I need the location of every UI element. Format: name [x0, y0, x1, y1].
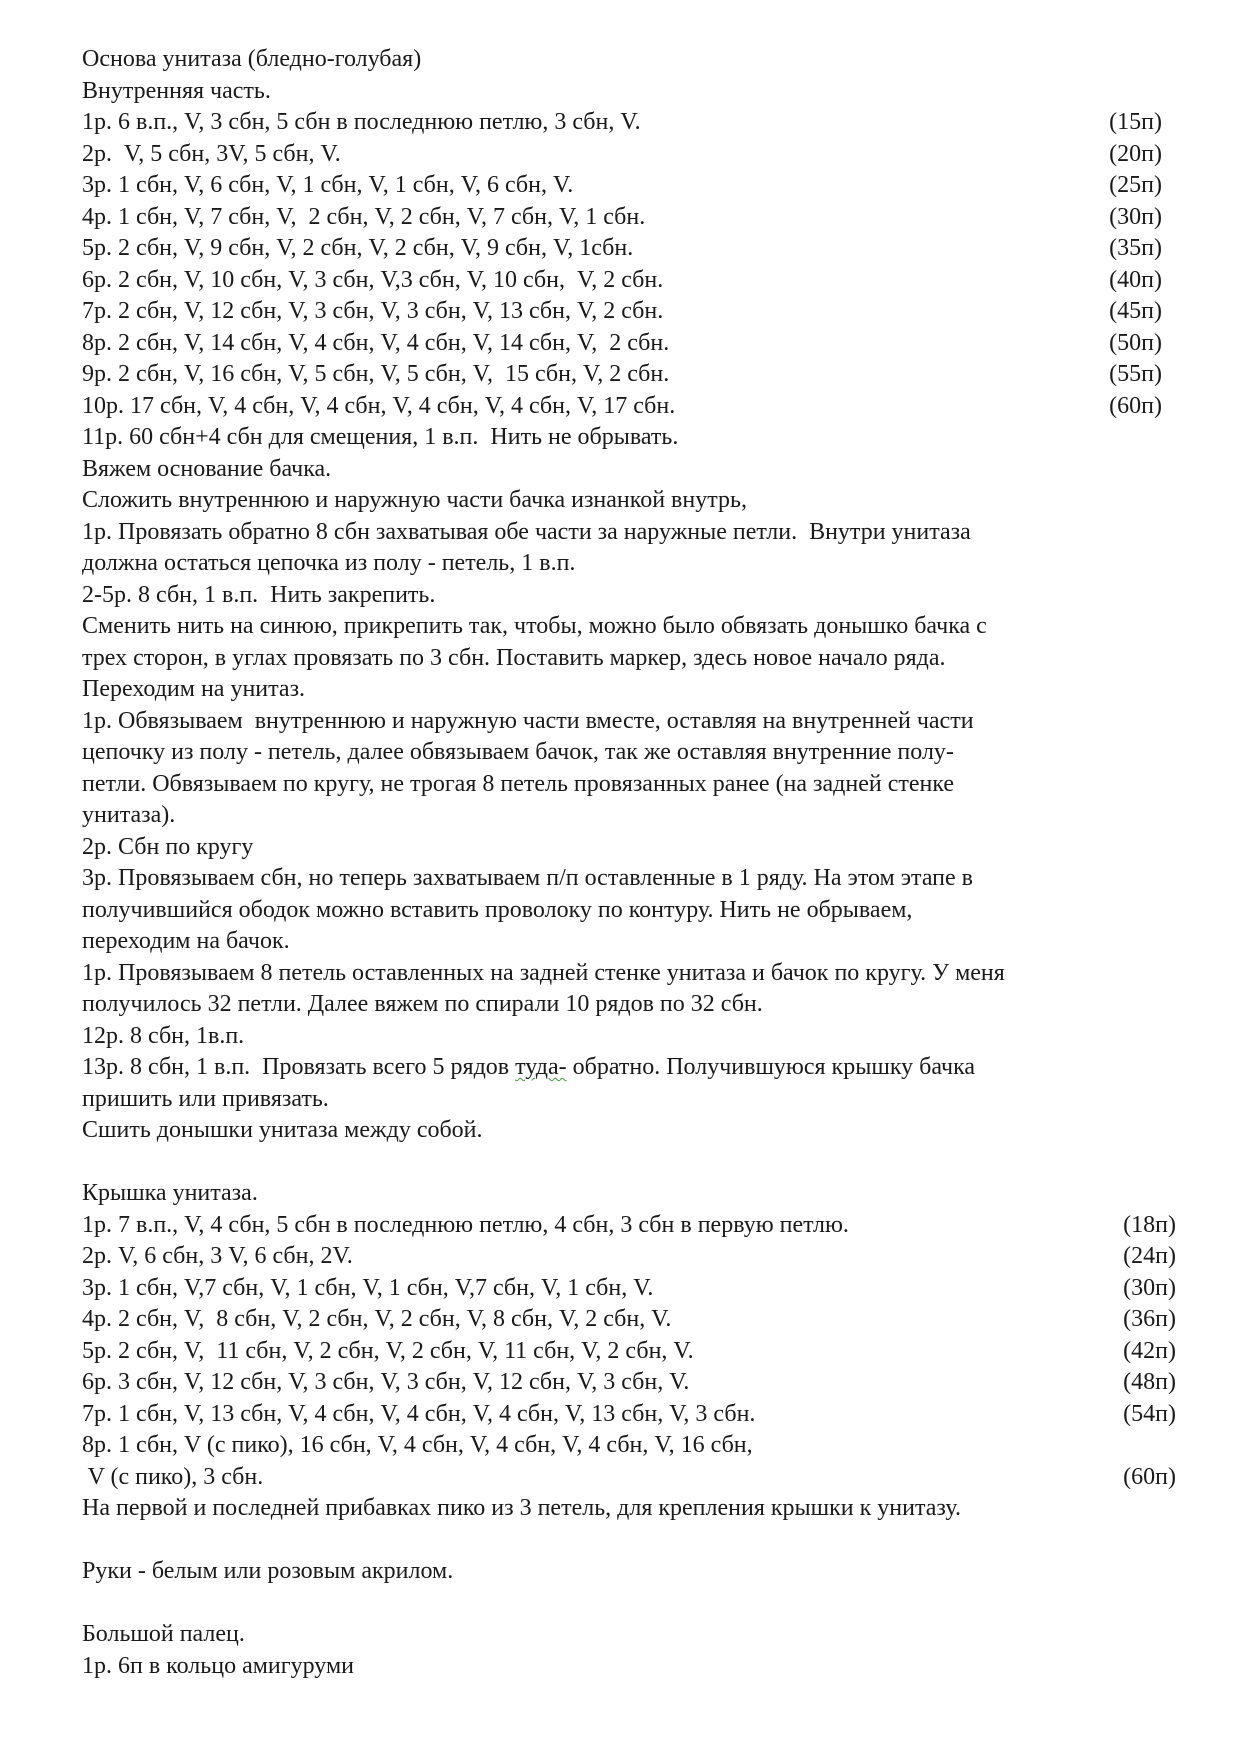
stitch-count: (45п): [1109, 298, 1162, 324]
base-row: 5р. 2 сбн, V, 9 сбн, V, 2 сбн, V, 2 сбн, V, 9 сбн, V, 1сбн. (35п): [82, 233, 1162, 265]
text-line: 3р. Провязываем сбн, но теперь захватываем п/п оставленные в 1 ряду. На этом этапе в: [82, 865, 973, 891]
text-line: 11р. 60 сбн+4 сбн для смещения, 1 в.п. Нить не обрывать.: [82, 424, 679, 450]
lid-row: 3р. 1 сбн, V,7 сбн, V, 1 сбн, V, 1 сбн, V,7 сбн, V, 1 сбн, V. (30п): [82, 1273, 1162, 1305]
thumb-title: Большой палец.: [82, 1621, 245, 1647]
stitch-count: (60п): [1123, 1463, 1176, 1490]
text-line: Сменить нить на синюю, прикрепить так, чтобы, можно было обвязать донышко бачка с: [82, 613, 987, 639]
base-row: 9р. 2 сбн, V, 16 сбн, V, 5 сбн, V, 5 сбн, V, 15 сбн, V, 2 сбн. (55п): [82, 359, 1162, 391]
lid-row-8-line1: 8р. 1 сбн, V (с пико), 16 сбн, V, 4 сбн, V, 4 сбн, V, 4 сбн, V, 16 сбн,: [82, 1432, 753, 1458]
lid-row: 5р. 2 сбн, V, 11 сбн, V, 2 сбн, V, 2 сбн, V, 11 сбн, V, 2 сбн, V. (42п): [82, 1336, 1162, 1368]
lid-row: 2р. V, 6 сбн, 3 V, 6 сбн, 2V. (24п): [82, 1241, 1162, 1273]
blank-line: [82, 1147, 1162, 1179]
stitch-count: (15п): [1109, 109, 1162, 135]
spellcheck-mark: туда-: [515, 1054, 567, 1080]
stitch-count: (35п): [1109, 235, 1162, 261]
stitch-count: (36п): [1123, 1306, 1176, 1332]
stitch-count: (30п): [1109, 203, 1162, 230]
blank-line: [82, 1588, 1162, 1620]
stitch-count: (55п): [1109, 361, 1162, 387]
base-title: Основа унитаза (бледно-голубая): [82, 46, 422, 72]
text-line: Сшить донышки унитаза между собой.: [82, 1117, 483, 1143]
stitch-count: (20п): [1109, 140, 1162, 167]
stitch-count: (42п): [1123, 1337, 1176, 1364]
lid-row: 7р. 1 сбн, V, 13 сбн, V, 4 сбн, V, 4 сбн, V, 4 сбн, V, 13 сбн, V, 3 сбн. (54п): [82, 1399, 1162, 1431]
text-line: петли. Обвязываем по кругу, не трогая 8 петель провязанных ранее (на задней стенке: [82, 770, 955, 797]
text-line: Сложить внутреннюю и наружную части бачка изнанкой внутрь,: [82, 487, 747, 513]
inner-part-title: Внутренняя часть.: [82, 77, 271, 104]
base-row: 10р. 17 сбн, V, 4 сбн, V, 4 сбн, V, 4 сбн, V, 4 сбн, V, 17 сбн. (60п): [82, 391, 1162, 423]
base-row: 7р. 2 сбн, V, 12 сбн, V, 3 сбн, V, 3 сбн, V, 13 сбн, V, 2 сбн. (45п): [82, 296, 1162, 328]
base-row: 2р. V, 5 сбн, 3V, 5 сбн, V. (20п): [82, 139, 1162, 171]
base-row: 1р. 6 в.п., V, 3 сбн, 5 сбн в последнюю петлю, 3 сбн, V. (15п): [82, 107, 1162, 139]
stitch-count: (48п): [1123, 1369, 1176, 1395]
text-line: получилось 32 петли. Далее вяжем по спирали 10 рядов по 32 сбн.: [82, 991, 763, 1017]
stitch-count: (50п): [1109, 329, 1162, 356]
stitch-count: (60п): [1109, 392, 1162, 419]
lid-title: Крышка унитаза.: [82, 1180, 258, 1206]
text-line: получившийся ободок можно вставить проволоку по контуру. Нить не обрываем,: [82, 896, 913, 923]
text-line: 1р. Провязать обратно 8 сбн захватывая обе части за наружные петли. Внутри унитаза: [82, 518, 971, 545]
base-row: 6р. 2 сбн, V, 10 сбн, V, 3 сбн, V,3 сбн, V, 10 сбн, V, 2 сбн. (40п): [82, 265, 1162, 297]
base-row: 4р. 1 сбн, V, 7 сбн, V, 2 сбн, V, 2 сбн, V, 7 сбн, V, 1 сбн. (30п): [82, 202, 1162, 234]
lid-row: 4р. 2 сбн, V, 8 сбн, V, 2 сбн, V, 2 сбн, V, 8 сбн, V, 2 сбн, V. (36п): [82, 1304, 1162, 1336]
text-line: 2р. Сбн по кругу: [82, 833, 254, 860]
text-line: унитаза).: [82, 802, 176, 828]
blank-line: [82, 1525, 1162, 1557]
text-line: 1р. Провязываем 8 петель оставленных на задней стенке унитаза и бачок по кругу. У меня: [82, 959, 1005, 986]
text-line: 12р. 8 сбн, 1в.п.: [82, 1022, 245, 1049]
text-line: Вяжем основание бачка.: [82, 455, 332, 482]
hands-note: Руки - белым или розовым акрилом.: [82, 1558, 454, 1584]
document-page: [82, 44, 1176, 1682]
text-line: пришить или привязать.: [82, 1085, 329, 1112]
row-13-line: 13р. 8 сбн, 1 в.п. Провязать всего 5 рядов туда- обратно. Получившуюся крышку бачка: [82, 1054, 976, 1080]
text-line: переходим на бачок.: [82, 928, 290, 954]
lid-row: 6р. 3 сбн, V, 12 сбн, V, 3 сбн, V, 3 сбн, V, 12 сбн, V, 3 сбн, V. (48п): [82, 1367, 1162, 1399]
text-line: должна остаться цепочка из полу - петель, 1 в.п.: [82, 550, 576, 576]
lid-row: 1р. 7 в.п., V, 4 сбн, 5 сбн в последнюю петлю, 4 сбн, 3 сбн в первую петлю. (18п): [82, 1210, 1162, 1242]
text-line: 1р. Обвязываем внутреннюю и наружную части вместе, оставляя на внутренней части: [82, 707, 974, 734]
stitch-count: (54п): [1123, 1400, 1176, 1427]
lid-row-8-line2: V (с пико), 3 сбн. (60п): [82, 1462, 1162, 1494]
lid-note: На первой и последней прибавках пико из 3 петель, для крепления крышки к унитазу.: [82, 1495, 961, 1521]
text-line: трех сторон, в углах провязать по 3 сбн. Поставить маркер, здесь новое начало ряда.: [82, 644, 946, 671]
stitch-count: (25п): [1109, 172, 1162, 198]
text-line: Переходим на унитаз.: [82, 676, 306, 702]
text-line: 2-5р. 8 сбн, 1 в.п. Нить закрепить.: [82, 581, 436, 608]
stitch-count: (40п): [1109, 266, 1162, 293]
stitch-count: (30п): [1123, 1274, 1176, 1301]
thumb-row: 1р. 6п в кольцо амигуруми: [82, 1652, 354, 1679]
base-row: 3р. 1 сбн, V, 6 сбн, V, 1 сбн, V, 1 сбн, V, 6 сбн, V. (25п): [82, 170, 1162, 202]
stitch-count: (24п): [1123, 1243, 1176, 1269]
base-row: 8р. 2 сбн, V, 14 сбн, V, 4 сбн, V, 4 сбн, V, 14 сбн, V, 2 сбн. (50п): [82, 328, 1162, 360]
stitch-count: (18п): [1123, 1211, 1176, 1238]
text-line: цепочку из полу - петель, далее обвязываем бачок, так же оставляя внутренние полу-: [82, 739, 954, 765]
